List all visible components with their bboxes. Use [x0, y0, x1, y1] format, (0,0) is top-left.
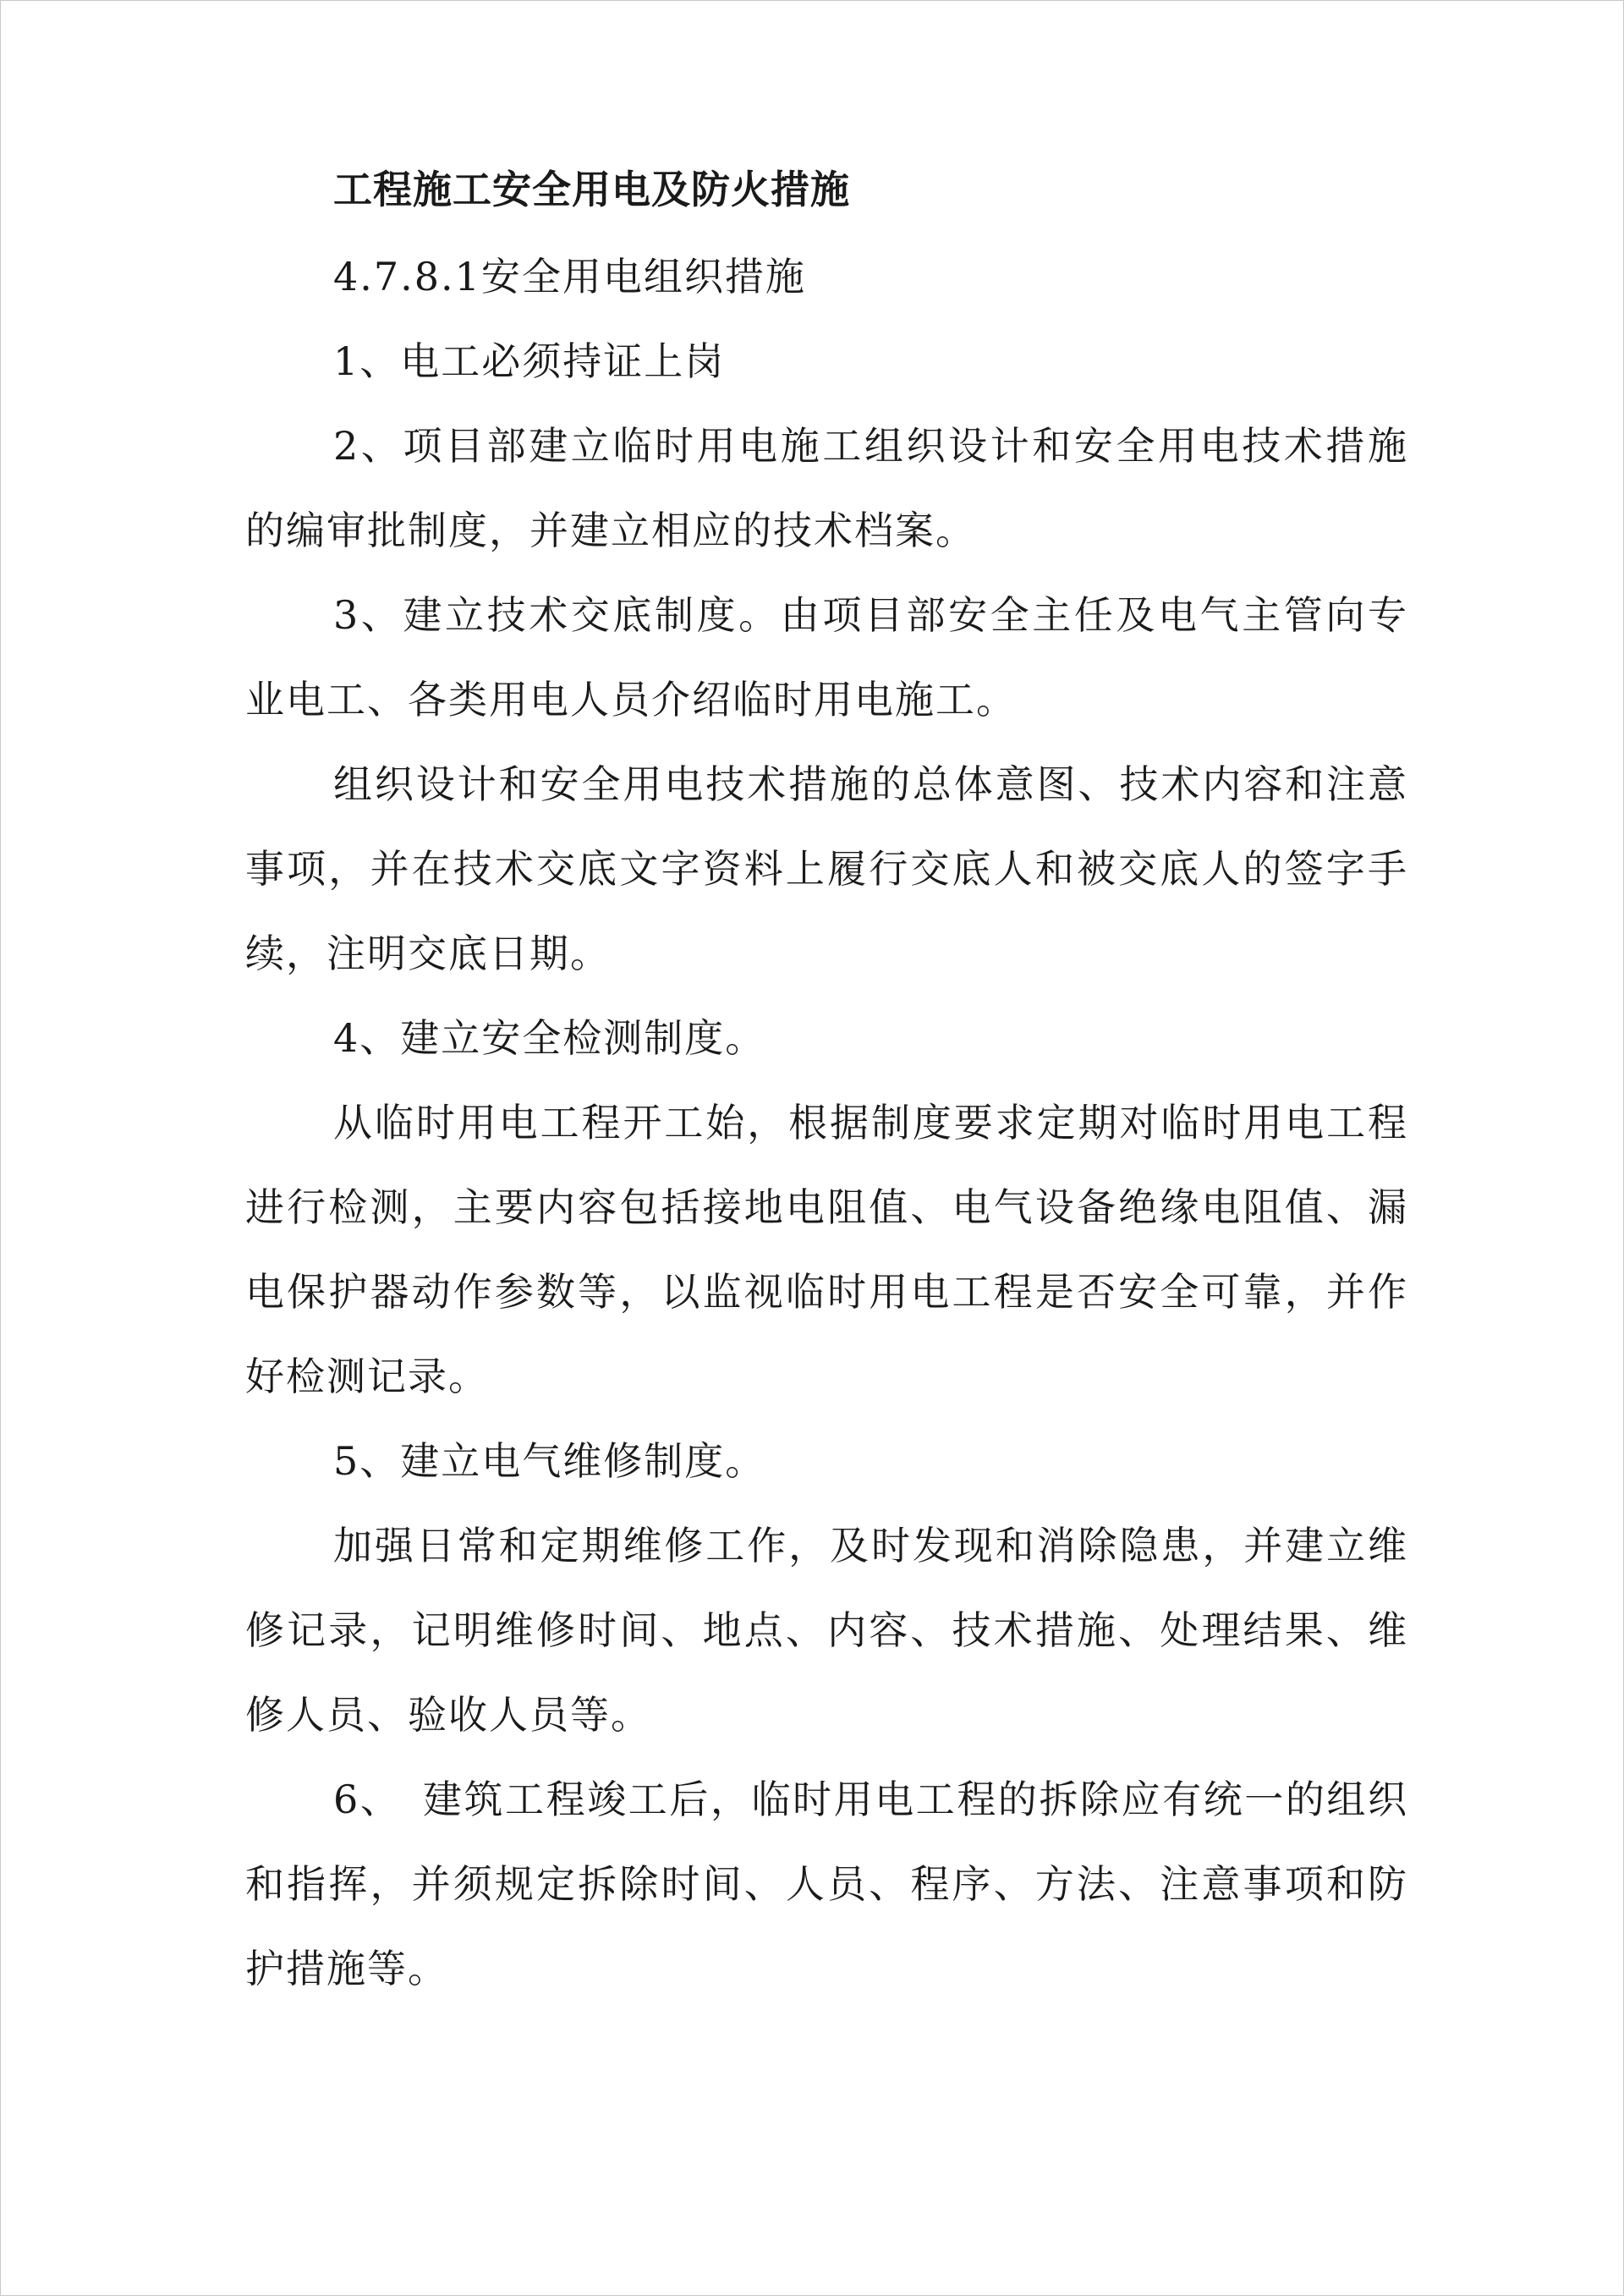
paragraph-5: 4、建立安全检测制度。	[333, 1015, 766, 1061]
paragraph-4: 组织设计和安全用电技术措施的总体意图、技术内容和注意事项，并在技术交底文字资料上履行交底人和被交底人的签字手续，注明交底日期。	[245, 761, 1408, 976]
paragraph-6: 从临时用电工程开工始，根据制度要求定期对临时用电工程进行检测，主要内容包括接地电阻值、电气设备绝缘电阻值、漏电保护器动作参数等，以监视临时用电工程是否安全可靠，并作好检测记录。	[245, 1100, 1408, 1399]
paragraph-3: 3、建立技术交底制度。由项目部安全主任及电气主管向专业电工、各类用电人员介绍临时用电施工。	[245, 592, 1408, 722]
paragraph-2: 2、项目部建立临时用电施工组织设计和安全用电技术措施的编审批制度，并建立相应的技术档案。	[245, 423, 1408, 553]
paragraph-8: 加强日常和定期维修工作，及时发现和消除隐患，并建立维修记录，记明维修时间、地点、内容、技术措施、处理结果、维修人员、验收人员等。	[245, 1523, 1408, 1738]
section-heading: 4.7.8.1安全用电组织措施	[333, 254, 806, 299]
section-body	[245, 234, 1408, 2011]
paragraph-9: 6、 建筑工程竣工后，临时用电工程的拆除应有统一的组织和指挥，并须规定拆除时间、人员、程序、方法、注意事项和防护措施等。	[245, 1777, 1408, 1991]
document-title: 工程施工安全用电及防火措施	[333, 167, 850, 212]
paragraph-7: 5、建立电气维修制度。	[333, 1438, 766, 1484]
paragraph-1: 1、电工必须持证上岗	[333, 338, 726, 384]
document-body	[245, 160, 1408, 2011]
